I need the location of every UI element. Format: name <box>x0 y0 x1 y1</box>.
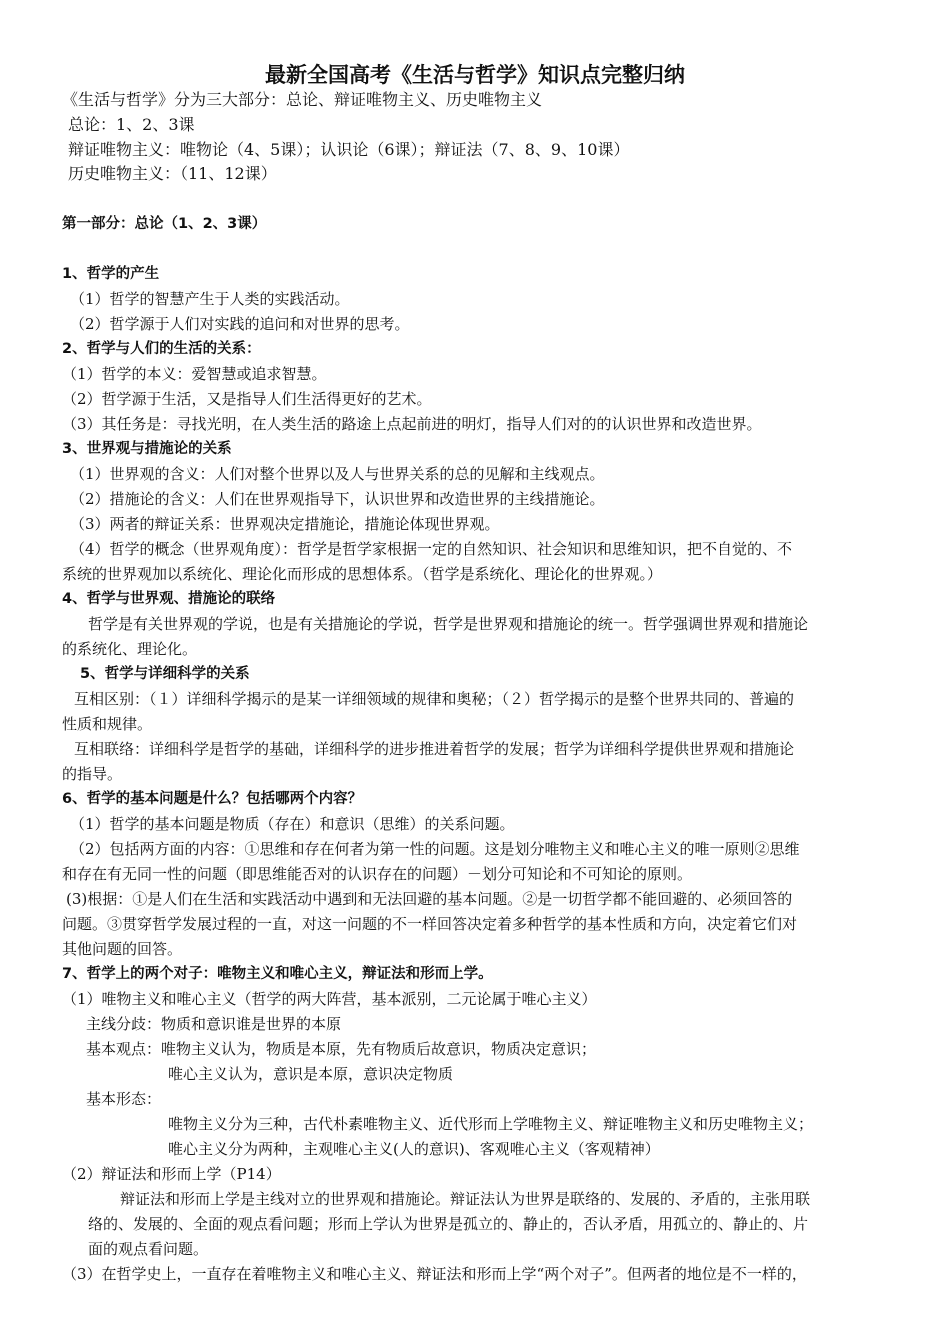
text-line: 的系统化、理论化。 <box>62 640 198 658</box>
text-line: （3）其任务是：寻找光明，在人类生活的路途上点起前进的明灯，指导人们对的的认识世界和改造世界。 <box>62 415 762 433</box>
document-title: 最新全国高考《生活与哲学》知识点完整归纳 <box>265 63 685 87</box>
text-line: 基本形态： <box>86 1090 162 1108</box>
text-line: （2）包括两方面的内容：①思维和存在何者为第一性的问题。这是划分唯物主义和唯心主义的唯一原则②思维 <box>70 840 800 858</box>
intro-line: 《生活与哲学》分为三大部分：总论、辩证唯物主义、历史唯物主义 <box>62 90 543 109</box>
text-line: 唯心主义分为两种，主观唯心主义(人的意识)、客观唯心主义（客观精神） <box>168 1140 660 1158</box>
section-heading: 6、哲学的基本问题是什么？包括哪两个内容？ <box>62 791 363 807</box>
text-line: （3）在哲学史上，一直存在着唯物主义和唯心主义、辩证法和形而上学“两个对子”。但两者的地位是不一样的， <box>62 1265 807 1283</box>
text-line: （1）哲学的基本问题是物质（存在）和意识（思维）的关系问题。 <box>70 815 515 833</box>
section-heading: 2、哲学与人们的生活的关系： <box>62 341 261 357</box>
text-line: （1）哲学的智慧产生于人类的实践活动。 <box>70 290 350 308</box>
text-line: 唯心主义认为，意识是本原，意识决定物质 <box>168 1065 454 1083</box>
text-line: 互相区别：（１）详细科学揭示的是某一详细领域的规律和奥秘；（２）哲学揭示的是整个世界共同的、普遍的 <box>74 690 795 708</box>
section-heading: 1、哲学的产生 <box>62 266 160 282</box>
text-line: 其他问题的回答。 <box>62 940 183 958</box>
text-line: 基本观点：唯物主义认为，物质是本原，先有物质后故意识，物质决定意识； <box>86 1040 597 1058</box>
text-line: (3)根据：①是人们在生活和实践活动中遇到和无法回避的基本问题。②是一切哲学都不能回避的、必须回答的 <box>66 890 793 908</box>
intro-line: 总论：1、2、3课 <box>68 115 195 134</box>
text-line: （2）哲学源于人们对实践的追问和对世界的思考。 <box>70 315 410 333</box>
part-heading: 第一部分：总论（1、2、3课） <box>62 216 267 232</box>
text-line: （1）哲学的本义：爱智慧或追求智慧。 <box>62 365 327 383</box>
text-line: 和存在有无同一性的问题（即思维能否对的认识存在的问题）－划分可知论和不可知论的原则。 <box>62 865 693 883</box>
section-heading: 4、哲学与世界观、措施论的联络 <box>62 591 276 607</box>
text-line: 唯物主义分为三种，古代朴素唯物主义、近代形而上学唯物主义、辩证唯物主义和历史唯物主义； <box>168 1115 814 1133</box>
section-heading: 5、哲学与详细科学的关系 <box>80 666 250 682</box>
text-line: 互相联络：详细科学是哲学的基础，详细科学的进步推进着哲学的发展；哲学为详细科学提供世界观和措施论 <box>74 740 795 758</box>
text-line: 哲学是有关世界观的学说，也是有关措施论的学说，哲学是世界观和措施论的统一。哲学强调世界观和措施论 <box>88 615 809 633</box>
text-line: 系统的世界观加以系统化、理论化而形成的思想体系。（哲学是系统化、理论化的世界观。） <box>62 565 663 583</box>
text-line: 辩证法和形而上学是主线对立的世界观和措施论。辩证法认为世界是联络的、发展的、矛盾的，主张用联 <box>120 1190 811 1208</box>
text-line: （2）措施论的含义：人们在世界观指导下，认识世界和改造世界的主线措施论。 <box>70 490 605 508</box>
text-line: （3）两者的辩证关系：世界观决定措施论，措施论体现世界观。 <box>70 515 500 533</box>
text-line: 面的观点看问题。 <box>88 1240 209 1258</box>
text-line: （1）世界观的含义：人们对整个世界以及人与世界关系的总的见解和主线观点。 <box>70 465 605 483</box>
section-heading: 3、世界观与措施论的关系 <box>62 441 232 457</box>
intro-line: 历史唯物主义：（11、12课） <box>68 164 277 183</box>
text-line: 主线分歧：物质和意识谁是世界的本原 <box>86 1015 342 1033</box>
text-line: 性质和规律。 <box>62 715 153 733</box>
text-line: 的指导。 <box>62 765 123 783</box>
text-line: （2）哲学源于生活，又是指导人们生活得更好的艺术。 <box>62 390 432 408</box>
text-line: 问题。③贯穿哲学发展过程的一直，对这一问题的不一样回答决定着多种哲学的基本性质和方向，决定着它们对 <box>62 915 798 933</box>
text-line: 络的、发展的、全面的观点看问题；形而上学认为世界是孤立的、静止的，否认矛盾，用孤立的、静止的、片 <box>88 1215 809 1233</box>
intro-line: 辩证唯物主义：唯物论（4、5课）；认识论（6课）；辩证法（7、8、9、10课） <box>68 140 630 159</box>
section-heading: 7、哲学上的两个对子：唯物主义和唯心主义，辩证法和形而上学。 <box>62 966 493 982</box>
text-line: （2）辩证法和形而上学（P14） <box>62 1165 281 1183</box>
text-line: （4）哲学的概念（世界观角度）：哲学是哲学家根据一定的自然知识、社会知识和思维知识，把不自觉的、不 <box>70 540 793 558</box>
text-line: （1）唯物主义和唯心主义（哲学的两大阵营，基本派别，二元论属于唯心主义） <box>62 990 597 1008</box>
